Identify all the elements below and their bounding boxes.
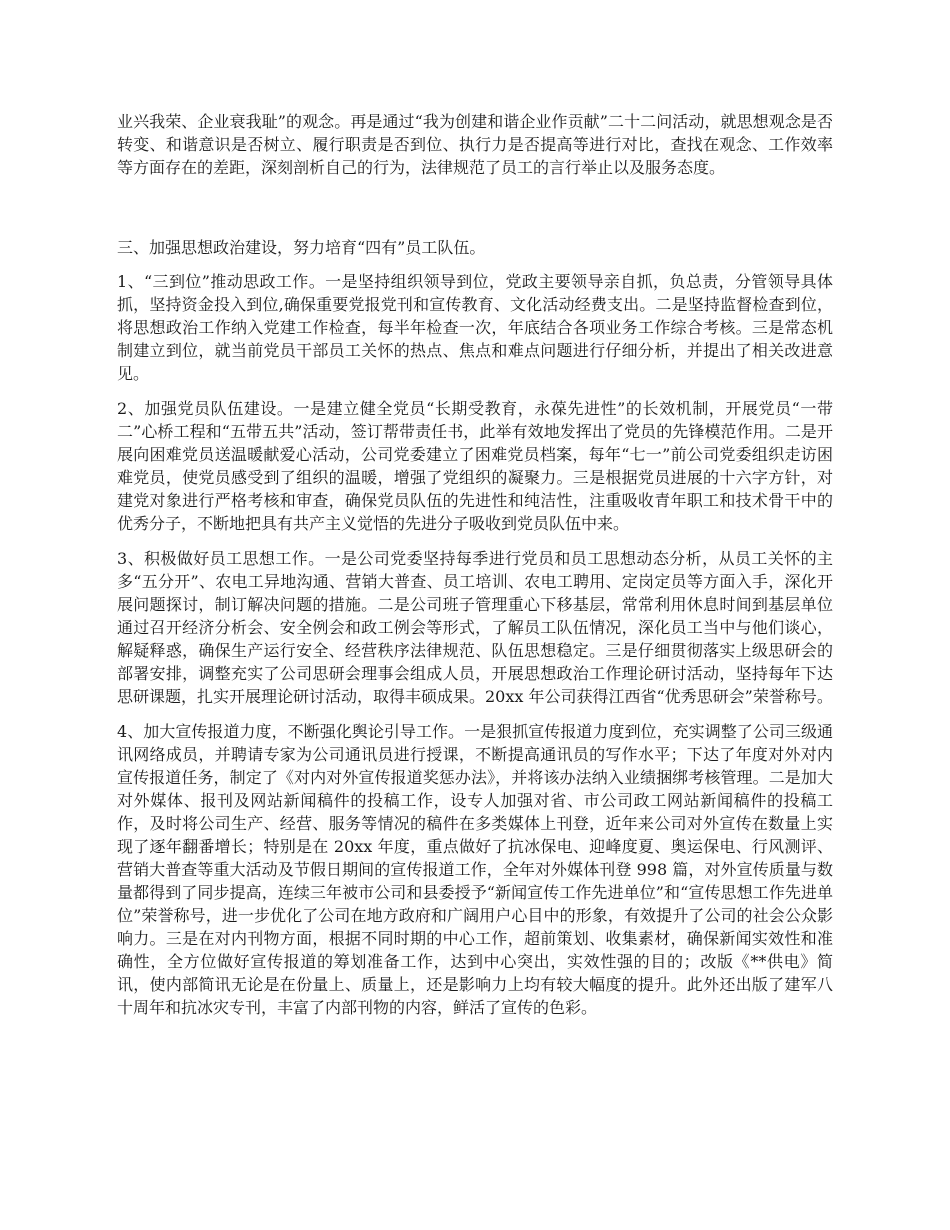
paragraph-item-2: 2、加强党员队伍建设。一是建立健全党员“长期受教育，永葆先进性”的长效机制，开展党员“一带二”心桥工程和“五带五共”活动，签订帮带责任书，此举有效地发挥出了党员的先锋模范作用。二是开展向困难党员送温暖献爱心活动，公司党委建立了困难党员档案，每年“七一”前公司党委组织走访困难党员，使党员感受到了组织的温暖，增强了党组织的凝聚力。三是根据党员进展的十六字方针，对建党对象进行严格考核和审查，确保党员队伍的先进性和纯洁性，注重吸收青年职工和技术骨干中的优秀分子，不断地把具有共产主义觉悟的先进分子吸收到党员队伍中来。 — [117, 399, 833, 533]
paragraph-intro-continuation: 业兴我荣、企业衰我耻”的观念。再是通过“我为创建和谐企业作贡献”二十二问活动，就思想观念是否转变、和谐意识是否树立、履行职责是否到位、执行力是否提高等进行对比，查找在观念、工作效率等方面存在的差距，深刻剖析自己的行为，法律规范了员工的言行举止以及服务态度。 — [117, 112, 833, 177]
paragraph-item-4: 4、加大宣传报道力度，不断强化舆论引导工作。一是狠抓宣传报道力度到位，充实调整了公司三级通讯网络成员，并聘请专家为公司通讯员进行授课，不断提高通讯员的写作水平；下达了年度对外对内宣传报道任务，制定了《对内对外宣传报道奖惩办法》，并将该办法纳入业绩捆绑考核管理。二是加大对外媒体、报刊及网站新闻稿件的投稿工作，设专人加强对省、市公司政工网站新闻稿件的投稿工作，及时将公司生产、经营、服务等情况的稿件在多类媒体上刊登，近年来公司对外宣传在数量上实现了逐年翻番增长；特别是在 20xx 年度，重点做好了抗冰保电、迎峰度夏、奥运保电、行风测评、营销大普查等重大活动及节假日期间的宣传报道工作，全年对外媒体刊登 998 篇，对外宣传质量与数量都得到了同步提高，连续三年被市公司和县委授予“新闻宣传工作先进单位”和“宣传思想工作先进单位”荣誉称号，进一步优化了公司在地方政府和广阔用户心目中的形象，有效提升了公司的社会公众影响力。三是在对内刊物方面，根据不同时期的中心工作，超前策划、收集素材，确保新闻实效性和准确性，全方位做好宣传报道的筹划准备工作，达到中心突出，实效性强的目的；改版《**供电》简讯，使内部简讯无论是在份量上、质量上，还是影响力上均有较大幅度的提升。此外还出版了建军八十周年和抗冰灾专刊，丰富了内部刊物的内容，鲜活了宣传的色彩。 — [117, 722, 833, 1017]
paragraph-item-3: 3、积极做好员工思想工作。一是公司党委坚持每季进行党员和员工思想动态分析，从员工关怀的主多“五分开”、农电工异地沟通、营销大普查、员工培训、农电工聘用、定岗定员等方面入手，深化开展问题探讨，制订解决问题的措施。二是公司班子管理重心下移基层，常常利用休息时间到基层单位通过召开经济分析会、安全例会和政工例会等形式，了解员工队伍情况，深化员工当中与他们谈心，解疑释惑，确保生产运行安全、经营秩序法律规范、队伍思想稳定。三是仔细贯彻落实上级思研会的部署安排，调整充实了公司思研会理事会组成人员，开展思想政治工作理论研讨活动，坚持每年下达思研课题，扎实开展理论研讨活动，取得丰硕成果。20xx 年公司获得江西省“优秀思研会”荣誉称号。 — [117, 549, 833, 706]
section-heading-three: 三、加强思想政治建设，努力培育“四有”员工队伍。 — [117, 238, 486, 257]
paragraph-item-1: 1、“三到位”推动思政工作。一是坚持组织领导到位，党政主要领导亲自抓，负总责，分管领导具体抓，坚持资金投入到位,确保重要党报党刊和宣传教育、文化活动经费支出。二是坚持监督检查到位，将思想政治工作纳入党建工作检查，每半年检查一次，年底结合各项业务工作综合考核。三是常态机制建立到位，就当前党员干部员工关怀的热点、焦点和难点问题进行仔细分析，并提出了相关改进意见。 — [117, 272, 833, 383]
